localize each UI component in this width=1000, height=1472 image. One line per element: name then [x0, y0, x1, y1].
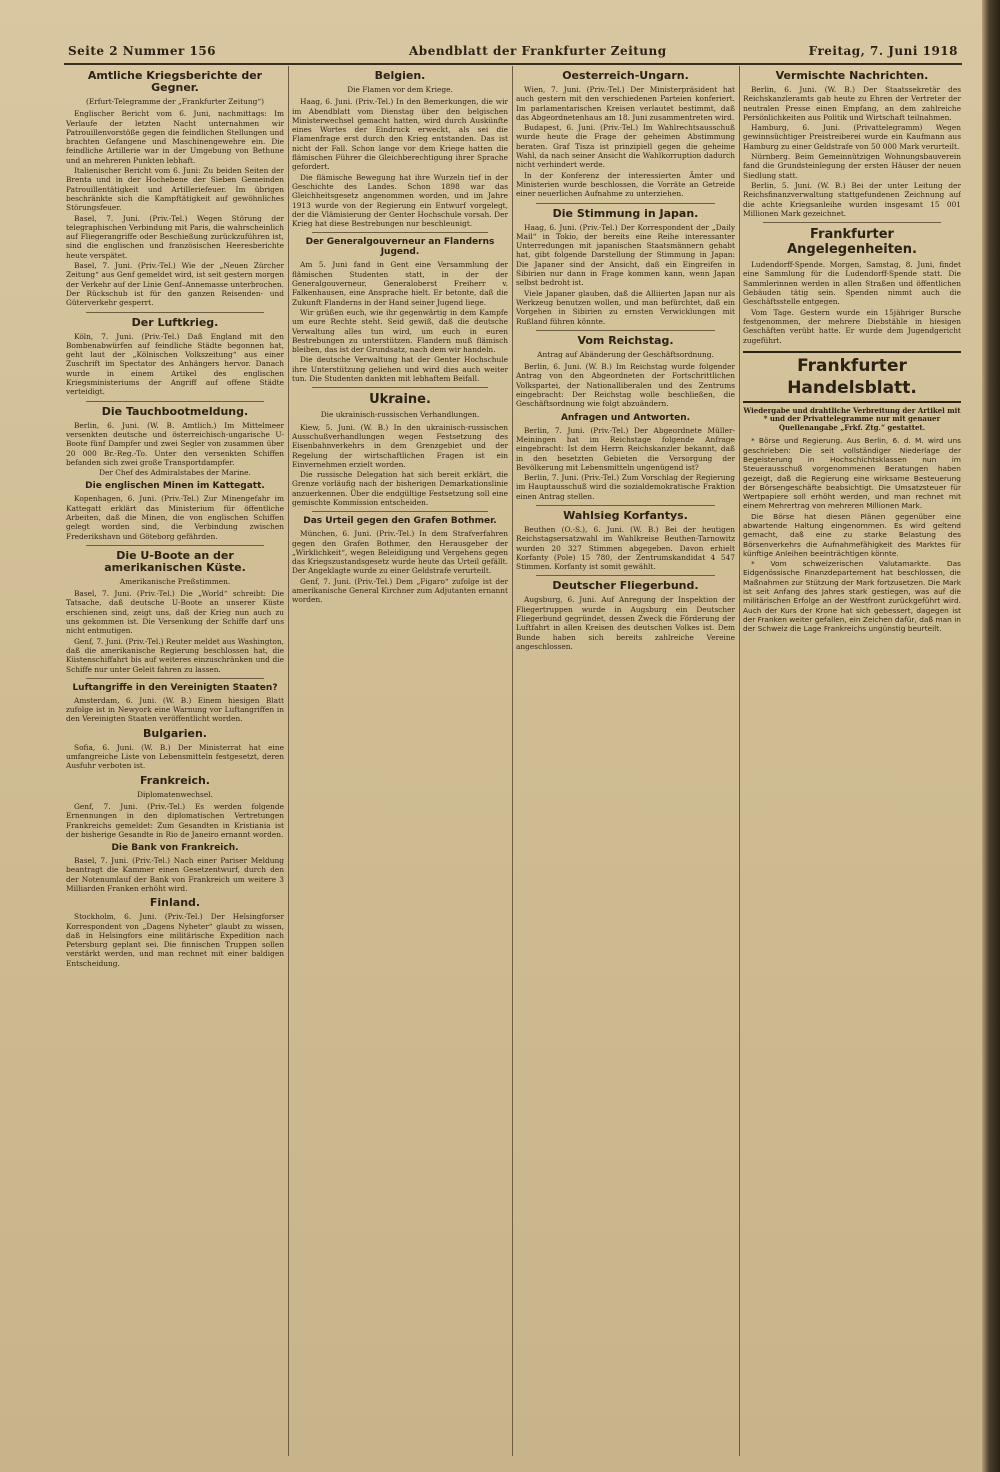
- section-heading: Die Stimmung in Japan.: [552, 206, 699, 220]
- divider: [312, 232, 488, 233]
- column-divider: [512, 66, 513, 1456]
- section-heading: Deutscher Fliegerbund.: [552, 579, 699, 593]
- article-paragraph: Die deutsche Verwaltung hat der Genter Hochschule ihre Unterstützung geliehen und wird dies auch weiter tun. Die Studenten dankten mit lebhaftem Beifall.: [292, 355, 508, 384]
- section-subheading: (Erfurt-Telegramme der „Frankfurter Zeitung“): [85, 97, 265, 106]
- article-paragraph: Berlin, 6. Juni. (W. B.) Der Staatssekretär des Reichskanzleramts gab heute zu Ehren der Vertreter der neutralen Presse einen Empfang, an dem zahlreiche Persönlichkeiten aus Politik und Wirtschaft teilnahmen.: [743, 85, 961, 122]
- article-paragraph: Basel, 7. Juni. (Priv.-Tel.) Nach einer Pariser Meldung beantragt die Kammer einen Gesetzentwurf, durch den der Notenumlauf der Bank von Frankreich um weitere 3 Milliarden Franken erhöht wird.: [66, 856, 284, 893]
- section-subheading: Die Flamen vor dem Kriege.: [347, 85, 453, 94]
- section-heading: Vom Reichstag.: [577, 333, 674, 347]
- article-paragraph: * Vom schweizerischen Valutamarkte. Das Eidgenössische Finanzdepartement hat beschlossen, die Maßnahmen zur Stützung der Mark fortzusetzen. Die Mark ist seit Anfang des Jahres stark gestiegen, was auf die militärischen Erfolge an der Westfront zurückgeführt wird. Auch der Kurs der Krone hat sich gebessert, dagegen ist der Franken weiter gefallen, ein Zeichen dafür, daß man in der Schweiz die Lage Frankreichs ungünstig beurteilt.: [743, 559, 961, 634]
- article-paragraph: Kopenhagen, 6. Juni. (Priv.-Tel.) Zur Minengefahr im Kattegatt erklärt das Ministerium für öffentliche Arbeiten, daß die Minen, die von englischen Schiffen gelegt worden sind, die Verbindung zwischen Frederikshavn und Göteborg gefährden.: [66, 494, 284, 541]
- section-heading: Luftangriffe in den Vereinigten Staaten?: [72, 682, 278, 693]
- article-paragraph: Nürnberg. Beim Gemeinnützigen Wohnungsbauverein fand die Grundsteinlegung der ersten Häuser der neuen Siedlung statt.: [743, 152, 961, 180]
- divider: [312, 511, 488, 512]
- page-header: [64, 42, 962, 62]
- section-subheading: Antrag auf Abänderung der Geschäftsordnung.: [537, 349, 714, 359]
- issue-date: Freitag, 7. Juni 1918: [808, 44, 958, 58]
- article-paragraph: Amsterdam, 6. Juni. (W. B.) Einem hiesigen Blatt zufolge ist in Newyork eine Warnung vor Luftangriffen in den Vereinigten Staaten veröffentlicht worden.: [66, 695, 284, 724]
- article-paragraph: Köln, 7. Juni. (Priv.-Tel.) Daß England mit den Bombenabwürfen auf feindliche Städte begonnen hat, geht laut der „Kölnischen Volkszeitung“ aus einer Zuschrift im Spectator des Anhängers hervor. Danach wurde in einem Artikel des englischen Kriegsministeriums der Angriff auf offene Städte verteidigt.: [66, 331, 284, 397]
- article-paragraph: Ludendorff-Spende. Morgen, Samstag, 8. Juni, findet eine Sammlung für die Ludendorff-Spende statt. Die Sammlerinnen werden in allen Straßen und öffentlichen Gebäuden tätig sein. Spenden nimmt auch die Geschäftsstelle entgegen.: [743, 260, 961, 307]
- section-heading: Oesterreich-Ungarn.: [562, 69, 689, 82]
- divider: [86, 401, 264, 402]
- article-paragraph: Die Börse hat diesen Plänen gegenüber eine abwartende Haltung eingenommen. Es wird geltend gemacht, daß eine zu starke Belastung des Börsenverkehrs die Aufnahmefähigkeit des Marktes für künftige Anleihen beeinträchtigen könnte.: [743, 511, 961, 558]
- article-paragraph: Haag, 6. Juni. (Priv.-Tel.) Der Korrespondent der „Daily Mail“ in Tokio, der bereits eine Reihe interessanter Unterredungen mit japanischen Staatsmännern gehabt hat, gibt folgende Darstellung der Stimmung in Japan: Die Japaner sind der Ansicht, daß ein Eingreifen in Sibirien nur dann in Frage kommen kann, wenn Japan selbst bedroht ist.: [516, 222, 735, 288]
- handelsblatt-title: Frankfurter Handelsblatt.: [743, 351, 961, 403]
- section-heading: Finland.: [149, 896, 201, 910]
- section-heading: Vermischte Nachrichten.: [775, 69, 929, 82]
- divider: [536, 330, 715, 331]
- section-heading: Die Tauchbootmeldung.: [101, 404, 249, 418]
- page-number: Seite 2 Nummer 156: [68, 44, 217, 58]
- article-paragraph: In der Konferenz der interessierten Ämter und Ministerien wurde beschlossen, die Vorräte an Getreide einer neuerlichen Aufnahme zu unterziehen.: [516, 170, 735, 199]
- article-paragraph: Vom Tage. Gestern wurde ein 15jähriger Bursche festgenommen, der mehrere Diebstähle in hiesigen Geschäften verübt hatte. Er wurde dem Jugendgericht zugeführt.: [743, 307, 961, 345]
- section-heading: Die englischen Minen im Kattegatt.: [85, 481, 265, 492]
- section-heading: Die Bank von Frankreich.: [111, 843, 239, 854]
- divider: [536, 203, 715, 204]
- article-paragraph: Basel, 7. Juni. (Priv.-Tel.) Wie der „Neuen Zürcher Zeitung“ aus Genf gemeldet wird, ist seit gestern morgen der Verkehr auf der Linie Genf–Annemasse unterbrochen. Der Rückschub ist für den ganzen Reisenden- und Güterverkehr gesperrt.: [66, 261, 284, 308]
- article-paragraph: Berlin, 6. Juni. (W. B. Amtlich.) Im Mittelmeer versenkten deutsche und österreichisch-ungarische U-Boote fünf Dampfer und zwei Segler von zusammen über 20 000 Br.-Reg.-To. Unter den versenkten Schiffen befanden sich zwei große Transportdampfer.: [66, 420, 284, 467]
- reprint-notice: Wiedergabe und drahtliche Verbreitung der Artikel mit * und der Privattelegramme nur mit genauer Quellenangabe „Frkf. Ztg.“ gestattet.: [743, 405, 961, 432]
- section-subheading: Amerikanische Preßstimmen.: [119, 576, 231, 586]
- article-paragraph: Die russische Delegation hat sich bereit erklärt, die Grenze vorläufig nach der bisherigen Demarkationslinie anzuerkennen. Über die endgültige Festsetzung soll eine gemischte Kommission entscheiden.: [292, 470, 508, 507]
- divider: [536, 575, 715, 576]
- article-paragraph: Augsburg, 6. Juni. Auf Anregung der Inspektion der Fliegertruppen wurde in Augsburg ein Deutscher Fliegerbund gegründet, dessen Zweck die Förderung der Luftfahrt in allen Kreisen des deutschen Volkes ist. Dem Bunde haben sich bereits zahlreiche Vereine angeschlossen.: [516, 595, 735, 651]
- section-heading: Frankfurter Angelegenheiten.: [787, 227, 917, 258]
- article-paragraph: Die flämische Bewegung hat ihre Wurzeln tief in der Geschichte des Landes. Schon 1898 war das Gleichheitsgesetz angenommen worden, und im Jahre 1913 wurde von der Regierung ein Entwurf vorgelegt, der die Vlämisierung der Genter Hochschule vorsah. Der Krieg hat diese Bestrebungen nur beschleunigt.: [292, 172, 508, 229]
- section-heading: Wahlsieg Korfantys.: [563, 508, 688, 522]
- divider: [312, 387, 488, 388]
- section-subheading: Diplomatenwechsel.: [137, 789, 213, 799]
- article-paragraph: Basel, 7. Juni. (Priv.-Tel.) Wegen Störung der telegraphischen Verbindung mit Paris, die wahrscheinlich auf Fliegerangriffe oder Beschießung zurückzuführen ist, sind die englischen und französischen Heeresberichte heute verspätet.: [66, 213, 284, 260]
- header-rule: [64, 63, 962, 65]
- article-paragraph: Genf, 7. Juni. (Priv.-Tel.) Es werden folgende Ernennungen in den diplomatischen Vertretungen Frankreichs gemeldet: Zum Gesandten in Kristiania ist der bisherige Gesandte in Rio de Janeiro ernannt worden.: [66, 801, 284, 839]
- divider: [536, 505, 715, 506]
- section-heading: Die U-Boote an der amerikanischen Küste.: [104, 548, 246, 574]
- section-subheading: Die ukrainisch-russischen Verhandlungen.: [320, 410, 480, 420]
- article-paragraph: Berlin, 5. Juni. (W. B.) Bei der unter Leitung der Reichsfinanzverwaltung stattgefundenen Zeichnung auf die achte Kriegsanleihe wurden insgesamt 15 001 Millionen Mark gezeichnet.: [743, 180, 961, 218]
- section-heading: Amtliche Kriegsberichte der Gegner.: [87, 69, 263, 94]
- section-heading: Der Luftkrieg.: [131, 315, 219, 329]
- column-4: [743, 66, 961, 1456]
- divider: [86, 545, 264, 546]
- column-2: [292, 66, 508, 1456]
- article-paragraph: Am 5. Juni fand in Gent eine Versammlung der flämischen Studenten statt, in der der Generalgouverneur, Generaloberst Freiherr v. Falkenhausen, eine Ansprache hielt. Er betonte, daß die Zukunft Flanderns in der Hand seiner Jugend liege.: [292, 260, 508, 307]
- column-3: [516, 66, 735, 1456]
- article-paragraph: Wir grüßen euch, wie ihr gegenwärtig in dem Kampfe um eure Rechte steht. Seid gewiß, daß die deutsche Verwaltung alles tun wird, um euch in euren Bestrebungen zu unterstützen. Flandern muß flämisch bleiben, das ist der Grundsatz, nach dem wir handeln.: [292, 307, 508, 355]
- section-heading: Belgien.: [374, 69, 426, 82]
- masthead: Abendblatt der Frankfurter Zeitung: [409, 44, 667, 58]
- column-divider: [288, 66, 289, 1456]
- section-heading: Das Urteil gegen den Grafen Bothmer.: [303, 516, 497, 527]
- divider: [763, 222, 941, 223]
- article-paragraph: Hamburg, 6. Juni. (Privattelegramm) Wegen gewinnsüchtiger Preistreiberei wurde ein Kaufmann aus Hamburg zu einer Geldstrafe von 50 000 Mark verurteilt.: [743, 123, 961, 151]
- article-paragraph: Budapest, 6. Juni. (Priv.-Tel.) Im Wahlrechtsausschuß wurde heute die Frage der geheimen Abstimmung beraten. Graf Tisza ist prinzipiell gegen die geheime Wahl, da nach seiner Ansicht die Wahlkorruption dadurch nicht verhindert werde.: [516, 123, 735, 170]
- article-paragraph: Beuthen (O.-S.), 6. Juni. (W. B.) Bei der heutigen Reichstagsersatzwahl im Wahlkreise Beuthen-Tarnowitz wurden 20 327 Stimmen abgegeben. Davon erhielt Korfanty (Pole) 15 780, der Zentrumskandidat 4 547 Stimmen. Korfanty ist somit gewählt.: [516, 524, 735, 572]
- column-1: [66, 66, 284, 1456]
- divider: [86, 312, 264, 313]
- section-heading: Frankreich.: [140, 773, 210, 787]
- section-heading: Der Generalgouverneur an Flanderns Jugend.: [305, 237, 495, 258]
- article-paragraph: Viele Japaner glauben, daß die Alliierten Japan nur als Werkzeug benutzen wollen, und man befürchtet, daß ein Vorgehen in Sibirien zu ernsten Verwicklungen mit Rußland führen könnte.: [516, 288, 735, 326]
- article-paragraph: Englischer Bericht vom 6. Juni, nachmittags: Im Verlaufe der letzten Nacht unternahmen wir Patrouillenvorstöße gegen die feindlichen Stellungen und brachten Gefangene und Maschinengewehre ein. Die feindliche Artillerie war in der Umgebung von Bethune und an mehreren Punkten lebhaft.: [66, 109, 284, 165]
- section-heading: Ukraine.: [369, 392, 431, 408]
- article-paragraph: Stockholm, 6. Juni. (Priv.-Tel.) Der Helsingforser Korrespondent von „Dagens Nyheter“ glaubt zu wissen, daß in Helsingfors eine militärische Expedition nach Petersburg geplant sei. Die finnischen Truppen sollen verstärkt werden, und man rechnet mit einer baldigen Entscheidung.: [66, 912, 284, 968]
- article-paragraph: Wien, 7. Juni. (Priv.-Tel.) Der Ministerpräsident hat auch gestern mit den verschiedenen Parteien konferiert. Im parlamentarischen Kreisen verlautet bestimmt, daß das Abgeordnetenhaus am 18. Juni zusammentreten wird.: [516, 85, 735, 122]
- article-paragraph: * Börse und Regierung. Aus Berlin, 6. d. M. wird uns geschrieben: Die seit vollständiger Niederlage der Begeisterung in Hochschichtsklassen nun im Steuerausschuß vorgenommenen Beratungen haben gezeigt, daß die Regierung eine wirksame Besteuerung der Börsengeschäfte beabsichtigt. Die Umsatzsteuer für Wertpapiere soll erhöht werden, und man rechnet mit einem Mehrertrag von mehreren Millionen Mark.: [743, 436, 961, 511]
- page-edge: [982, 0, 1000, 1472]
- article-paragraph: Basel, 7. Juni. (Priv.-Tel.) Die „World“ schreibt: Die Tatsache, daß deutsche U-Boote an unserer Küste erschienen sind, zeigt uns, daß der Krieg nun auch zu uns gekommen ist. Die Versenkung der Schiffe darf uns nicht entmutigen.: [66, 589, 284, 636]
- signature-line: Der Chef des Admiralstabes der Marine.: [99, 468, 251, 478]
- article-paragraph: Kiew, 5. Juni. (W. B.) In den ukrainisch-russischen Ausschußverhandlungen wegen Festsetzung des Eisenbahnverkehrs in dem Grenzgebiet und der Regelung der wirtschaftlichen Fragen ist ein Einvernehmen erzielt worden.: [292, 422, 508, 469]
- article-paragraph: München, 6. Juni. (Priv.-Tel.) In dem Strafverfahren gegen den Grafen Bothmer, den Herausgeber der „Wirklichkeit“, wegen Beleidigung und Vergehens gegen das Kriegszustandsgesetz wurde heute das Urteil gefällt. Der Angeklagte wurde zu einer Geldstrafe verurteilt.: [292, 529, 508, 576]
- section-heading: Anfragen und Antworten.: [560, 412, 691, 423]
- column-divider: [739, 66, 740, 1456]
- section-heading: Bulgarien.: [143, 726, 207, 740]
- article-paragraph: Sofia, 6. Juni. (W. B.) Der Ministerrat hat eine umfangreiche Liste von Lebensmitteln festgesetzt, deren Ausfuhr verboten ist.: [66, 742, 284, 771]
- article-paragraph: Genf, 7. Juni. (Priv.-Tel.) Reuter meldet aus Washington, daß die amerikanische Regierung beschlossen hat, die Küstenschiffahrt bis auf weiteres einzuschränken und die Schiffe nur unter Geleit fahren zu lassen.: [66, 636, 284, 674]
- article-paragraph: Berlin, 6. Juni. (W. B.) Im Reichstag wurde folgender Antrag von den Abgeordneten der Fortschrittlichen Volkspartei, der Nationalliberalen und des Zentrums eingebracht: Der Reichstag wolle beschließen, die Geschäftsordnung wie folgt abzuändern.: [516, 362, 735, 409]
- article-paragraph: Haag, 6. Juni. (Priv.-Tel.) In den Bemerkungen, die wir im Abendblatt vom Dienstag über den belgischen Ministerwechsel gemacht hatten, wird durch Auskünfte eines Wortes der Eindruck erweckt, als sei die Flamenfrage erst durch den Krieg entstanden. Das ist nicht der Fall. Schon lange vor dem Kriege hatten die flämischen Führer die Gleichberechtigung ihrer Sprache gefordert.: [292, 97, 508, 172]
- article-paragraph: Genf, 7. Juni. (Priv.-Tel.) Dem „Figaro“ zufolge ist der amerikanische General Kirchner zum Adjutanten ernannt worden.: [292, 576, 508, 605]
- article-paragraph: Berlin, 7. Juni. (Priv.-Tel.) Der Abgeordnete Müller-Meiningen hat im Reichstage folgende Anfrage eingebracht: Ist dem Herrn Reichskanzler bekannt, daß in den besetzten Gebieten die Versorgung der Bevölkerung mit Lebensmitteln ungenügend ist?: [516, 425, 735, 472]
- article-paragraph: Italienischer Bericht vom 6. Juni: Zu beiden Seiten der Brenta und in der Hochebene der Sieben Gemeinden Patrouillentätigkeit und Artilleriefeuer. Im übrigen beschränkte sich die Kampftätigkeit auf gewöhnliches Störungsfeuer.: [66, 166, 284, 213]
- divider: [86, 678, 264, 679]
- article-paragraph: Berlin, 7. Juni. (Priv.-Tel.) Zum Vorschlag der Regierung im Hauptausschuß wird die sozialdemokratische Fraktion einen Antrag stellen.: [516, 473, 735, 501]
